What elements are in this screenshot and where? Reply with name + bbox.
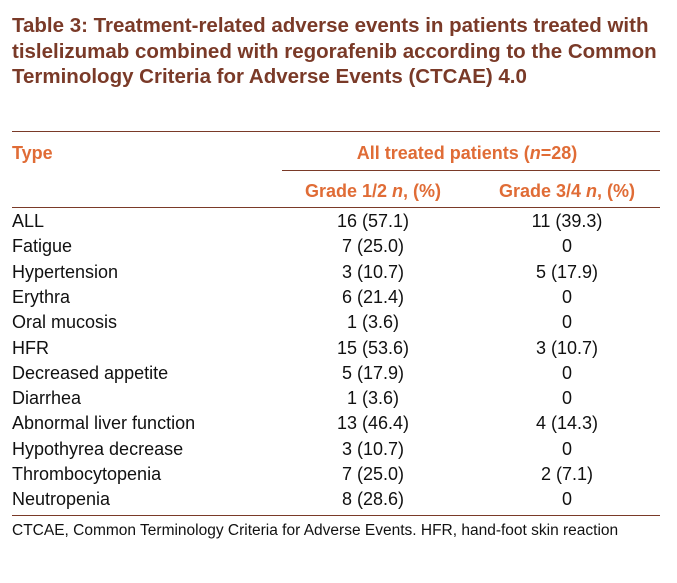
group-header-rule — [282, 170, 660, 171]
grade12-prefix: Grade 1/2 — [304, 181, 393, 201]
column-header-rule — [12, 207, 660, 208]
grade34-cell: 0 — [561, 312, 572, 333]
table-row — [12, 361, 660, 386]
type-cell: Decreased appetite — [12, 362, 169, 383]
type-cell: ALL — [12, 211, 45, 231]
table-row — [12, 487, 660, 512]
bottom-rule — [12, 515, 660, 516]
type-cell: Hypothyrea decrease — [12, 438, 184, 459]
grade34-cell: 0 — [561, 438, 572, 459]
table-row — [12, 437, 660, 462]
type-cell: Thrombocytopenia — [12, 464, 162, 484]
type-column-header — [12, 142, 53, 164]
table-row — [12, 260, 660, 285]
grade34-cell: 0 — [561, 489, 572, 510]
grade12-cell: 1 (3.6) — [346, 388, 400, 409]
table-row — [12, 462, 660, 487]
grade12-n: n — [392, 181, 404, 201]
grade12-cell: 3 (10.7) — [341, 438, 405, 459]
type-header-label: Type — [12, 143, 53, 163]
type-cell: Oral mucosis — [12, 312, 118, 333]
grade12-cell: 7 (25.0) — [341, 464, 405, 484]
group-prefix: All treated patients ( — [356, 143, 530, 163]
grade34-suffix: , (%) — [597, 181, 636, 201]
top-rule — [12, 131, 660, 132]
table-row — [12, 209, 660, 234]
type-cell: Neutropenia — [12, 489, 111, 510]
grade34-cell: 0 — [561, 388, 572, 409]
group-n: n — [529, 143, 541, 163]
grade12-cell: 15 (53.6) — [336, 337, 410, 358]
grade12-cell: 13 (46.4) — [336, 413, 410, 434]
grade34-cell: 11 (39.3) — [531, 211, 603, 231]
grade34-prefix: Grade 3/4 — [498, 181, 587, 201]
grade12-cell: 16 (57.1) — [336, 211, 410, 231]
type-cell: Erythra — [12, 286, 71, 307]
grade12-cell: 8 (28.6) — [341, 489, 405, 510]
group-suffix: =28) — [540, 143, 578, 163]
table-footnote: CTCAE, Common Terminology Criteria for Adverse Events. HFR, hand-foot skin reaction — [12, 522, 619, 539]
type-cell: Diarrhea — [12, 388, 82, 409]
table-title: Table 3: Treatment-related adverse events in patients treated with tislelizumab combined with regorafenib according to the Common Terminology Criteria for Adverse Events (CTCAE) 4.0 — [12, 14, 657, 88]
table-row — [12, 411, 660, 436]
grade34-cell: 3 (10.7) — [535, 337, 599, 358]
type-cell: Fatigue — [12, 236, 73, 257]
grade34-n: n — [586, 181, 598, 201]
table-row — [12, 336, 660, 361]
grade34-cell: 5 (17.9) — [535, 261, 599, 282]
grade12-suffix: , (%) — [403, 181, 442, 201]
type-cell: Abnormal liver function — [12, 413, 196, 434]
grade34-cell: 0 — [561, 236, 572, 257]
grade34-cell: 0 — [561, 286, 572, 307]
all-treated-patients-header — [274, 142, 660, 164]
grade34-cell: 4 (14.3) — [535, 413, 599, 434]
grade34-cell: 2 (7.1) — [540, 464, 594, 484]
grade12-cell: 5 (17.9) — [341, 362, 405, 383]
grade12-cell: 7 (25.0) — [341, 236, 405, 257]
table-row — [12, 310, 660, 335]
type-cell: HFR — [12, 337, 49, 358]
grade-3-4-header — [474, 180, 660, 202]
type-cell: Hypertension — [12, 261, 119, 282]
grade34-cell: 0 — [561, 362, 572, 383]
grade12-cell: 3 (10.7) — [341, 261, 405, 282]
grade-1-2-header — [274, 180, 472, 202]
table-row — [12, 285, 660, 310]
table-row — [12, 234, 660, 259]
table-row — [12, 386, 660, 411]
grade12-cell: 6 (21.4) — [341, 286, 405, 307]
grade12-cell: 1 (3.6) — [346, 312, 400, 333]
